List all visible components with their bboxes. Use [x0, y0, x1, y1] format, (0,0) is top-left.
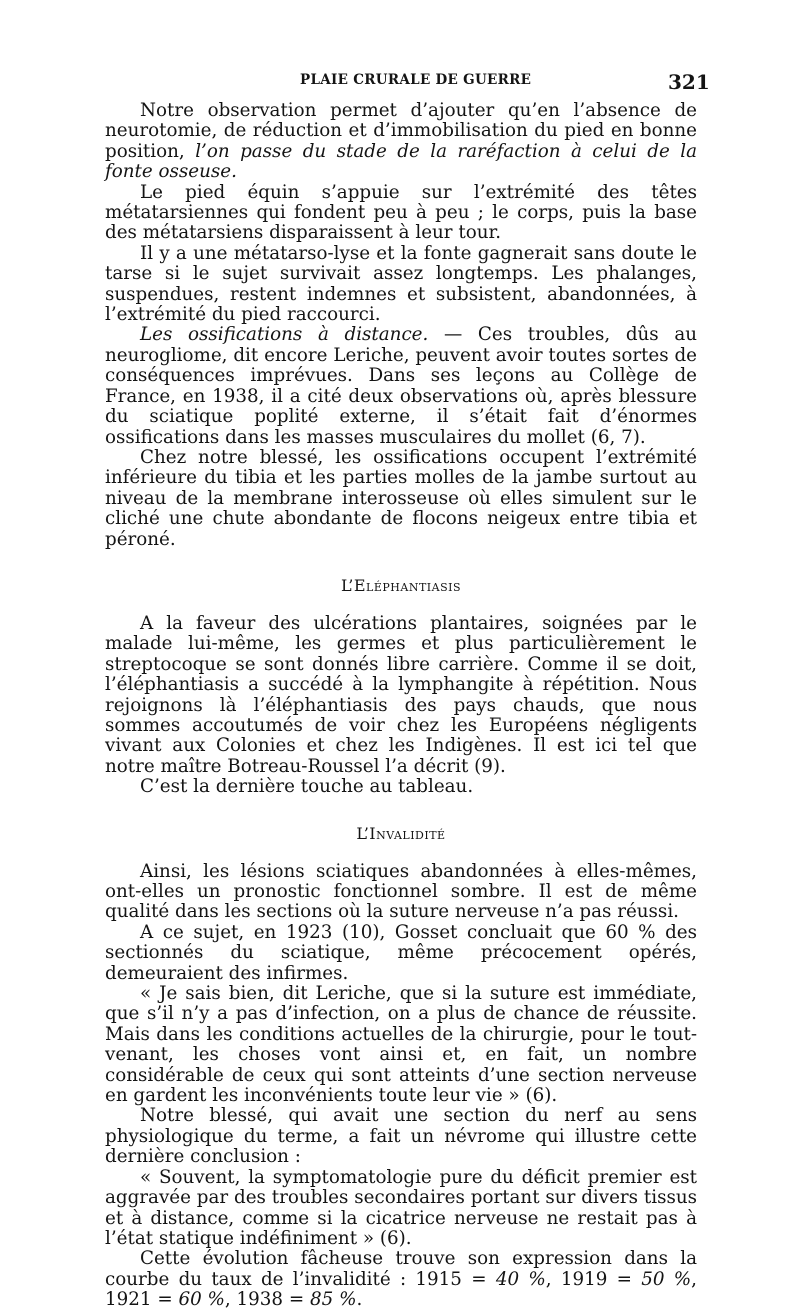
paragraph-ulcerations: A la faveur des ulcérations plantaires, soignées par le malade lui-même, les germes et plus particulièrement le streptocoque se sont donnés libre carrière. Comme il se doit, l’éléphantiasis a succédé à la lymphangite à répétition. Nous rejoignons là l’éléphantiasis des pays chauds, que nous sommes accoutumés de voir chez les Européens négligents vivant aux Colonies et chez les Indigènes. Il est ici tel que notre maître Botreau-Roussel l’a décrit (9). [105, 612, 697, 777]
subsection-title-ossifications: Les ossifications à distance. [140, 324, 429, 346]
running-head [0, 70, 800, 94]
rate-1921: 60 % [178, 1289, 225, 1311]
italic-conclusion: l’on passe du stade de la raréfaction à celui de la fonte osseuse. [105, 140, 697, 183]
rate-text: , 1938 = [224, 1289, 311, 1311]
paragraph-derniere-touche: C’est la dernière touche au tableau. [140, 776, 474, 798]
page-body [105, 101, 697, 1311]
paragraph-invalidite-rates [105, 1249, 697, 1310]
rate-text: , 1919 = [545, 1268, 642, 1290]
paragraph-leriche-quote: « Je sais bien, dit Leriche, que si la suture est immédiate, que s’il n’y a pas d’infection, on a plus de chance de réussite. Mais dans les conditions actuelles de la chirurgie, pour le tout-venant, les choses vont ainsi et, en fait, un nombre considérable de ceux qui sont atteints d’une section nerveuse en gardent les inconvénients toute leur vie » (6). [105, 983, 697, 1107]
rate-text: Cette évolution fâcheuse trouve son expression dans la courbe du taux de l’invalidité : 1915 = [105, 1248, 697, 1290]
page-number: 321 [668, 70, 710, 94]
paragraph-pied-equin: Le pied équin s’appuie sur l’extrémité des têtes métatarsiennes qui fondent peu à peu ; le corps, puis la base des métatarsiens disparaissent à leur tour. [105, 181, 697, 244]
running-title: PLAIE CRURALE DE GUERRE [300, 72, 532, 88]
paragraph-text: — Ces troubles, dûs au neurogliome, dit encore Leriche, peuvent avoir toutes sortes de conséquences imprévues. Dans ses leçons au Collège de France, en 1938, il a cité deux observations où, après blessure du sciatique poplité externe, il s’était fait d’énormes ossifications dans les masses musculaires du mollet (6, 7). [105, 324, 698, 448]
section-heading-invalidite: L’Invalidité [356, 823, 446, 843]
paragraph-nevrome: Notre blessé, qui avait une section du nerf au sens physiologique du terme, a fait un névrome qui illustre cette dernière conclusion : [105, 1105, 697, 1168]
rate-1915: 40 % [495, 1268, 546, 1290]
rate-text: . [356, 1289, 363, 1311]
rate-1919: 50 % [641, 1268, 692, 1290]
rate-text: , 1921 = [105, 1268, 697, 1311]
paragraph-pronostic: Ainsi, les lésions sciatiques abandonnées à elles-mêmes, ont-elles un pronostic fonctionnel sombre. Il est de même qualité dans les sections où la suture nerveuse n’a pas réussi. [105, 860, 697, 923]
rate-1938: 85 % [310, 1289, 357, 1311]
paragraph-chez-notre-blesse: Chez notre blessé, les ossifications occupent l’extrémité inférieure du tibia et les parties molles de la jambe surtout au niveau de la membrane interosseuse où elles simulent sur le cliché une chute abondante de flocons neigeux entre tibia et péroné. [105, 446, 697, 550]
paragraph-ossifications [105, 325, 697, 447]
paragraph-text: Notre observation permet d’ajouter qu’en l’absence de neurotomie, de réduction et d’immobilisation du pied en bonne position, [105, 100, 697, 162]
paragraph-symptomatologie-quote: « Souvent, la symptomatologie pure du déficit premier est aggravée par des troubles secondaires portant sur divers tissus et à distance, comme si la cicatrice nerveuse ne restait pas à l’état statique indéfiniment » (6). [105, 1166, 697, 1249]
paragraph-metatarso-lyse: Il y a une métatarso-lyse et la fonte gagnerait sans doute le tarse si le sujet survivait assez longtemps. Les phalanges, suspendues, restent indemnes et subsistent, abandonnées, à l’extrémité du pied raccourci. [105, 242, 697, 326]
paragraph-gosset: A ce sujet, en 1923 (10), Gosset concluait que 60 % des sectionnés du sciatique, même précocement opérés, demeuraient des infirmes. [105, 921, 697, 984]
paragraph-neurotomie [105, 101, 697, 183]
section-heading-elephantiasis: L’Eléphantiasis [341, 575, 461, 595]
